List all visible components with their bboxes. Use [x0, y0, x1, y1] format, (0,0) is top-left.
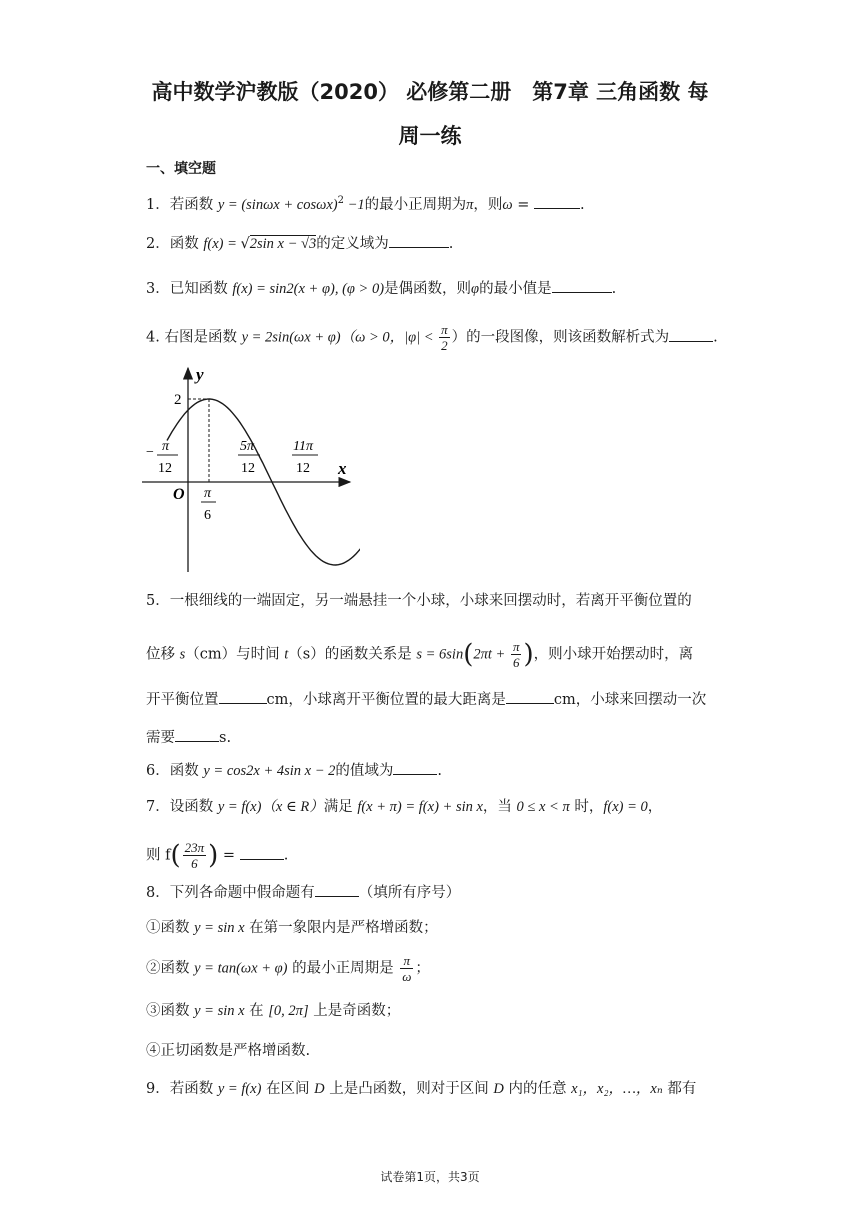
svg-text:−: −	[146, 445, 154, 460]
q8-item-3: ③函数 y = sin x 在 [0, 2π] 上是奇函数；	[146, 1003, 401, 1019]
q8-item-1: ①函数 y = sin x 在第一象限内是严格增函数；	[146, 920, 438, 936]
answer-blank	[175, 727, 219, 742]
question-4: 4. 右图是函数 y = 2sin(ωx + φ)（ω > 0，|φ| < $\frac{\pi}{2}$ ）的一段图像，则该函数解析式为 .	[146, 322, 718, 353]
max-label: 2	[174, 392, 182, 408]
answer-blank	[534, 194, 580, 209]
x-axis-label: x	[338, 459, 347, 478]
question-5-line-1: 5．一根细线的一端固定，另一端悬挂一个小球，小球来回摆动时，若离开平衡位置的	[146, 593, 692, 609]
tick-end-num: 11π	[293, 439, 313, 454]
q8-item-2: ②函数 y = tan(ωx + φ) 的最小正周期是 $\frac{\pi}{\omega}$ ；	[146, 953, 430, 984]
page-footer: 试卷第1页，共3页	[380, 1170, 480, 1184]
answer-blank	[389, 233, 449, 248]
question-5-line-2: 位移 s（cm）与时间 t（s）的函数关系是 s = 6sin(2πt + $\frac{\pi}{6}$ )，则小球开始摆动时，离	[146, 639, 694, 670]
tick-max-num: π	[204, 486, 212, 501]
question-1: 1．若函数 $y = (\sin\omega x + \cos\omega x)^2 -1$的最小正周期为π，则ω = .	[146, 195, 585, 213]
tick-zero-den: 12	[241, 461, 255, 476]
question-7-line-1: 7．设函数 y = f(x)（x ∈ R）满足 f(x + π) = f(x) + sin x，当 0 ≤ x < π 时，f(x) = 0，	[146, 799, 663, 815]
q8-item-4: ④正切函数是严格增函数.	[146, 1043, 311, 1059]
title-line-2: 周一练	[398, 124, 462, 148]
tick-neg-den: 12	[158, 461, 172, 476]
title-line-1: 高中数学沪教版（2020） 必修第二册 第7章 三角函数 每	[151, 80, 709, 104]
answer-blank	[315, 882, 359, 897]
answer-blank	[393, 760, 437, 775]
answer-blank	[240, 845, 284, 860]
answer-blank	[669, 327, 713, 342]
question-9: 9．若函数 y = f(x) 在区间 D 上是凸函数，则对于区间 D 内的任意 x₁，x₂，…，xₙ 都有	[146, 1081, 697, 1097]
answer-blank	[552, 278, 612, 293]
question-3: 3．已知函数 f(x) = sin2(x + φ), (φ > 0)是偶函数，则φ的最小值是 .	[146, 278, 616, 300]
tick-neg-num: π	[162, 439, 170, 454]
tick-zero-num: 5π	[240, 439, 255, 454]
section-heading: 一、填空题	[146, 161, 216, 177]
answer-blank	[506, 689, 554, 704]
question-2: 2．函数 f(x) = √2sin x − √3的定义域为 .	[146, 233, 453, 255]
question-8: 8．下列各命题中假命题有 （填所有序号）	[146, 882, 460, 904]
tick-end-den: 12	[296, 461, 310, 476]
origin-label: O	[173, 486, 185, 503]
question-6: 6．函数 y = cos2x + 4sin x − 2的值域为 .	[146, 760, 442, 782]
answer-blank	[219, 689, 267, 704]
question-5-line-3: 开平衡位置 cm，小球离开平衡位置的最大距离是 cm，小球来回摆动一次	[146, 689, 706, 711]
question-7-line-2: 则 f( $\frac{23\pi}{6}$ ) = .	[146, 840, 289, 871]
question-5-line-4: 需要 s.	[146, 727, 231, 749]
y-axis-label: y	[196, 365, 204, 384]
sine-graph	[140, 362, 360, 578]
tick-max-den: 6	[204, 508, 211, 523]
